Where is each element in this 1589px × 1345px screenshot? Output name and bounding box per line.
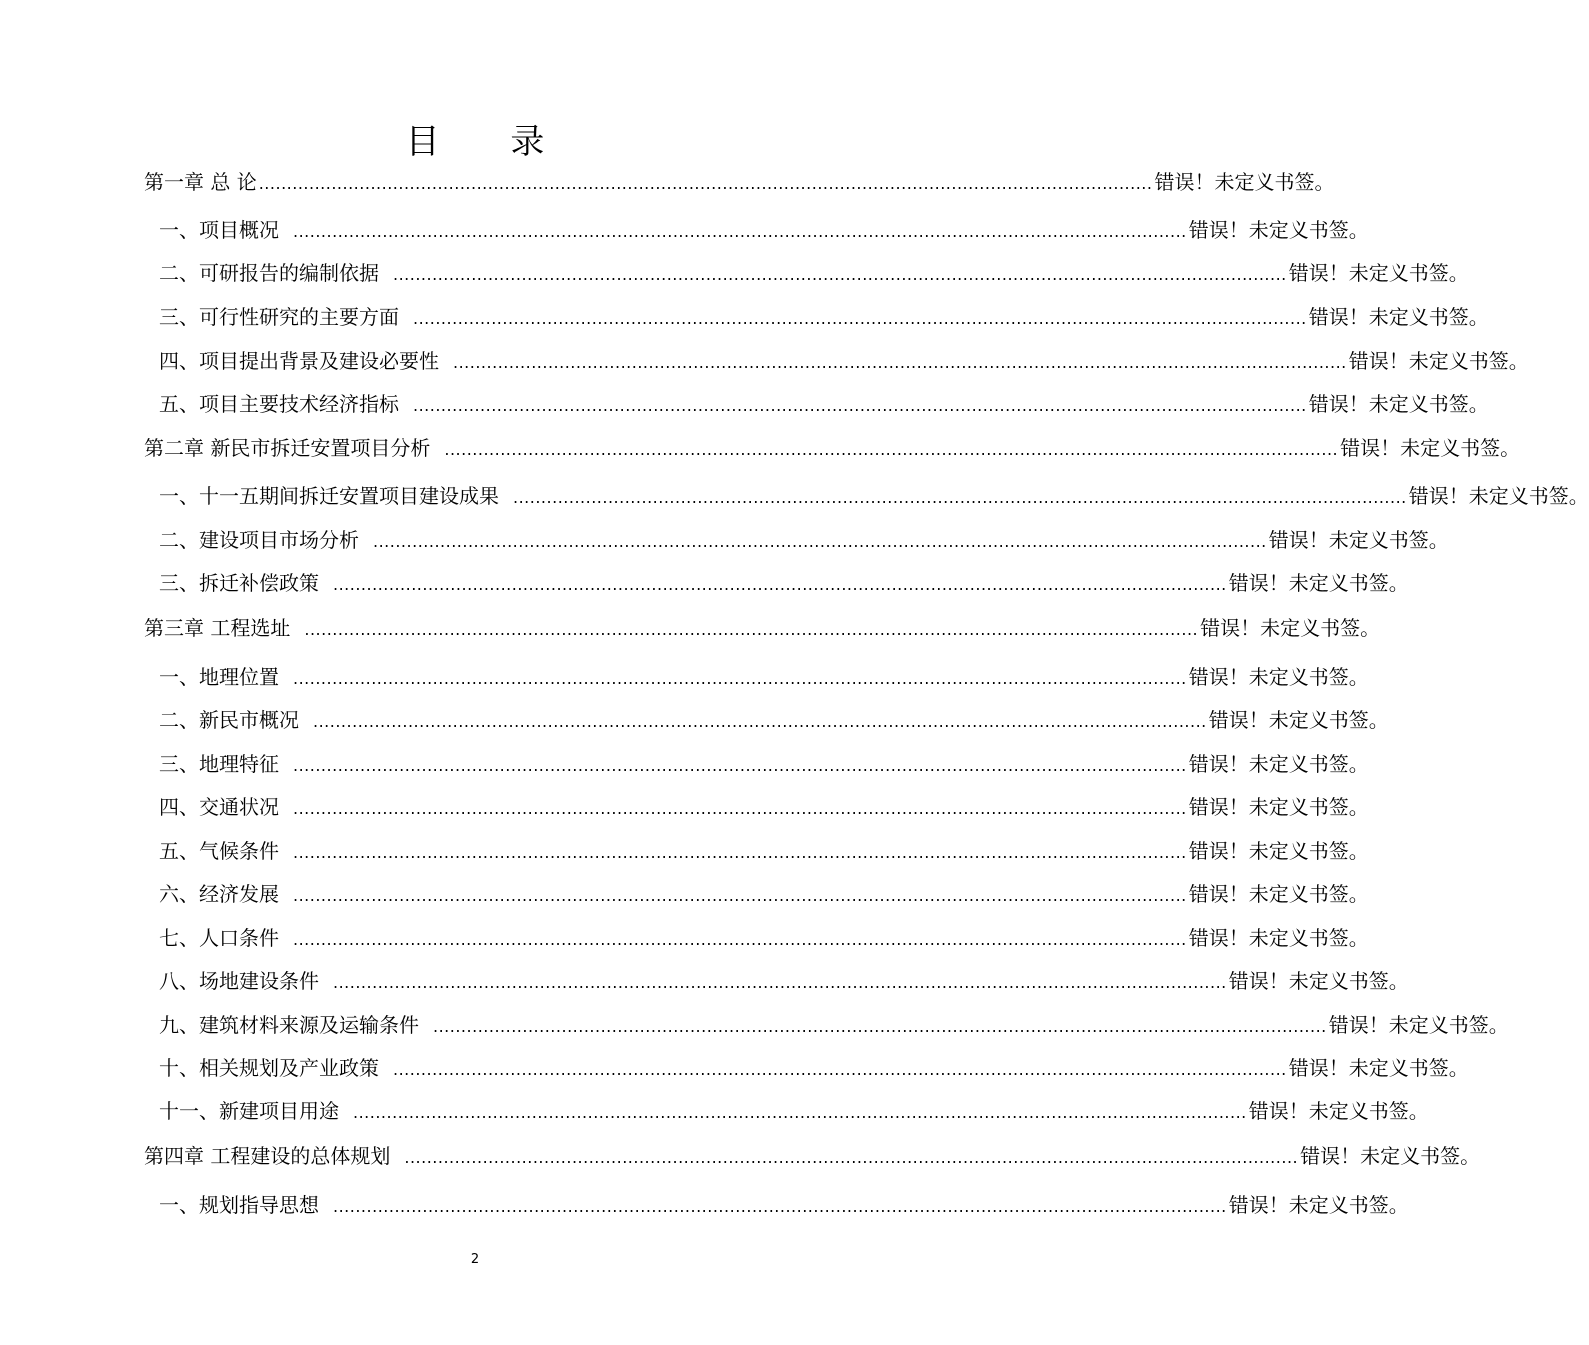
toc-page-ref: 错误！未定义书签。: [1188, 752, 1369, 776]
toc-entry-label: 一、十一五期间拆迁安置项目建设成果: [159, 484, 499, 508]
toc-entry-label: 五、项目主要技术经济指标: [159, 392, 399, 416]
toc-page-ref: 错误！未定义书签。: [1188, 926, 1369, 950]
toc-page-ref: 错误！未定义书签。: [1408, 484, 1589, 508]
toc-page-ref: 错误！未定义书签。: [1188, 795, 1369, 819]
toc-entry-label: 十、相关规划及产业政策: [159, 1056, 379, 1080]
toc-entry-label: 二、新民市概况: [159, 708, 299, 732]
toc-page-ref: 错误！未定义书签。: [1208, 708, 1389, 732]
toc-leader-dots: ................................................................................................................................................................: [404, 1148, 1299, 1167]
toc-leader-dots: ................................................................................................................................................................: [258, 174, 1153, 193]
toc-entry-label: 一、规划指导思想: [159, 1193, 319, 1217]
toc-section-entry[interactable]: [159, 215, 1369, 245]
toc-section-entry[interactable]: [159, 346, 1529, 376]
toc-section-entry[interactable]: [159, 568, 1409, 598]
toc-page-ref: 错误！未定义书签。: [1154, 170, 1335, 194]
toc-leader-dots: ................................................................................................................................................................: [353, 1103, 1247, 1122]
toc-entry-label: 三、地理特征: [159, 752, 279, 776]
toc-chapter-entry[interactable]: [144, 1141, 1481, 1171]
toc-section-entry[interactable]: [159, 792, 1369, 822]
toc-section-entry[interactable]: [159, 966, 1409, 996]
toc-chapter-entry[interactable]: [144, 433, 1521, 463]
toc-page-ref: 错误！未定义书签。: [1348, 349, 1529, 373]
toc-leader-dots: ................................................................................................................................................................: [293, 799, 1187, 818]
toc-page-ref: 错误！未定义书签。: [1308, 305, 1489, 329]
toc-section-entry[interactable]: [159, 258, 1469, 288]
toc-entry-label: 五、气候条件: [159, 839, 279, 863]
toc-section-entry[interactable]: [159, 481, 1589, 511]
page-number: 2: [470, 1252, 480, 1267]
toc-leader-dots: ................................................................................................................................................................: [293, 222, 1187, 241]
toc-section-entry[interactable]: [159, 749, 1369, 779]
toc-section-entry[interactable]: [159, 1096, 1429, 1126]
toc-entry-label: 第二章 新民市拆迁安置项目分析: [144, 436, 431, 460]
toc-leader-dots: ................................................................................................................................................................: [513, 488, 1407, 507]
toc-leader-dots: ................................................................................................................................................................: [413, 396, 1307, 415]
toc-leader-dots: ................................................................................................................................................................: [333, 973, 1227, 992]
toc-leader-dots: ................................................................................................................................................................: [293, 886, 1187, 905]
toc-leader-dots: ................................................................................................................................................................: [413, 309, 1307, 328]
toc-leader-dots: ................................................................................................................................................................: [453, 353, 1347, 372]
toc-page-ref: 错误！未定义书签。: [1340, 436, 1521, 460]
toc-entry-label: 三、拆迁补偿政策: [159, 571, 319, 595]
toc-section-entry[interactable]: [159, 879, 1369, 909]
toc-entry-label: 第一章 总 论: [144, 170, 257, 194]
toc-page-ref: 错误！未定义书签。: [1308, 392, 1489, 416]
toc-page-ref: 错误！未定义书签。: [1268, 528, 1449, 552]
toc-entry-label: 九、建筑材料来源及运输条件: [159, 1013, 419, 1037]
toc-section-entry[interactable]: [159, 1053, 1469, 1083]
toc-leader-dots: ................................................................................................................................................................: [444, 440, 1339, 459]
toc-leader-dots: ................................................................................................................................................................: [433, 1017, 1327, 1036]
toc-entry-label: 八、场地建设条件: [159, 969, 319, 993]
toc-leader-dots: ................................................................................................................................................................: [333, 1197, 1227, 1216]
toc-section-entry[interactable]: [159, 836, 1369, 866]
toc-entry-label: 第三章 工程选址: [144, 616, 291, 640]
toc-leader-dots: ................................................................................................................................................................: [293, 669, 1187, 688]
toc-page-ref: 错误！未定义书签。: [1188, 839, 1369, 863]
toc-page-ref: 错误！未定义书签。: [1288, 1056, 1469, 1080]
toc-leader-dots: ................................................................................................................................................................: [393, 265, 1287, 284]
toc-section-entry[interactable]: [159, 923, 1369, 953]
toc-entry-label: 十一、新建项目用途: [159, 1099, 339, 1123]
toc-section-entry[interactable]: [159, 389, 1489, 419]
toc-chapter-entry[interactable]: [144, 613, 1381, 643]
toc-section-entry[interactable]: [159, 1190, 1409, 1220]
toc-leader-dots: ................................................................................................................................................................: [373, 532, 1267, 551]
toc-leader-dots: ................................................................................................................................................................: [293, 930, 1187, 949]
toc-page-ref: 错误！未定义书签。: [1188, 882, 1369, 906]
toc-page-ref: 错误！未定义书签。: [1248, 1099, 1429, 1123]
toc-section-entry[interactable]: [159, 525, 1449, 555]
toc-section-entry[interactable]: [159, 1010, 1509, 1040]
toc-entry-label: 七、人口条件: [159, 926, 279, 950]
toc-page-ref: 错误！未定义书签。: [1300, 1144, 1481, 1168]
toc-entry-label: 四、项目提出背景及建设必要性: [159, 349, 439, 373]
toc-leader-dots: ................................................................................................................................................................: [333, 575, 1227, 594]
toc-section-entry[interactable]: [159, 662, 1369, 692]
toc-entry-label: 第四章 工程建设的总体规划: [144, 1144, 391, 1168]
toc-entry-label: 一、项目概况: [159, 218, 279, 242]
toc-entry-label: 二、建设项目市场分析: [159, 528, 359, 552]
toc-page-ref: 错误！未定义书签。: [1188, 665, 1369, 689]
toc-page-ref: 错误！未定义书签。: [1328, 1013, 1509, 1037]
toc-leader-dots: ................................................................................................................................................................: [293, 843, 1187, 862]
toc-page-ref: 错误！未定义书签。: [1228, 1193, 1409, 1217]
toc-entry-label: 四、交通状况: [159, 795, 279, 819]
toc-chapter-entry[interactable]: [144, 167, 1335, 197]
toc-page-ref: 错误！未定义书签。: [1288, 261, 1469, 285]
toc-page-ref: 错误！未定义书签。: [1200, 616, 1381, 640]
toc-page-ref: 错误！未定义书签。: [1228, 969, 1409, 993]
toc-entry-label: 一、地理位置: [159, 665, 279, 689]
toc-section-entry[interactable]: [159, 302, 1489, 332]
toc-page-ref: 错误！未定义书签。: [1228, 571, 1409, 595]
toc-page-ref: 错误！未定义书签。: [1188, 218, 1369, 242]
toc-title: 目 录: [405, 122, 575, 162]
toc-section-entry[interactable]: [159, 705, 1389, 735]
toc-leader-dots: ................................................................................................................................................................: [293, 756, 1187, 775]
toc-leader-dots: ................................................................................................................................................................: [313, 712, 1207, 731]
toc-entry-label: 二、可研报告的编制依据: [159, 261, 379, 285]
toc-leader-dots: ................................................................................................................................................................: [393, 1060, 1287, 1079]
toc-entry-label: 六、经济发展: [159, 882, 279, 906]
toc-entry-label: 三、可行性研究的主要方面: [159, 305, 399, 329]
toc-leader-dots: ................................................................................................................................................................: [304, 620, 1199, 639]
